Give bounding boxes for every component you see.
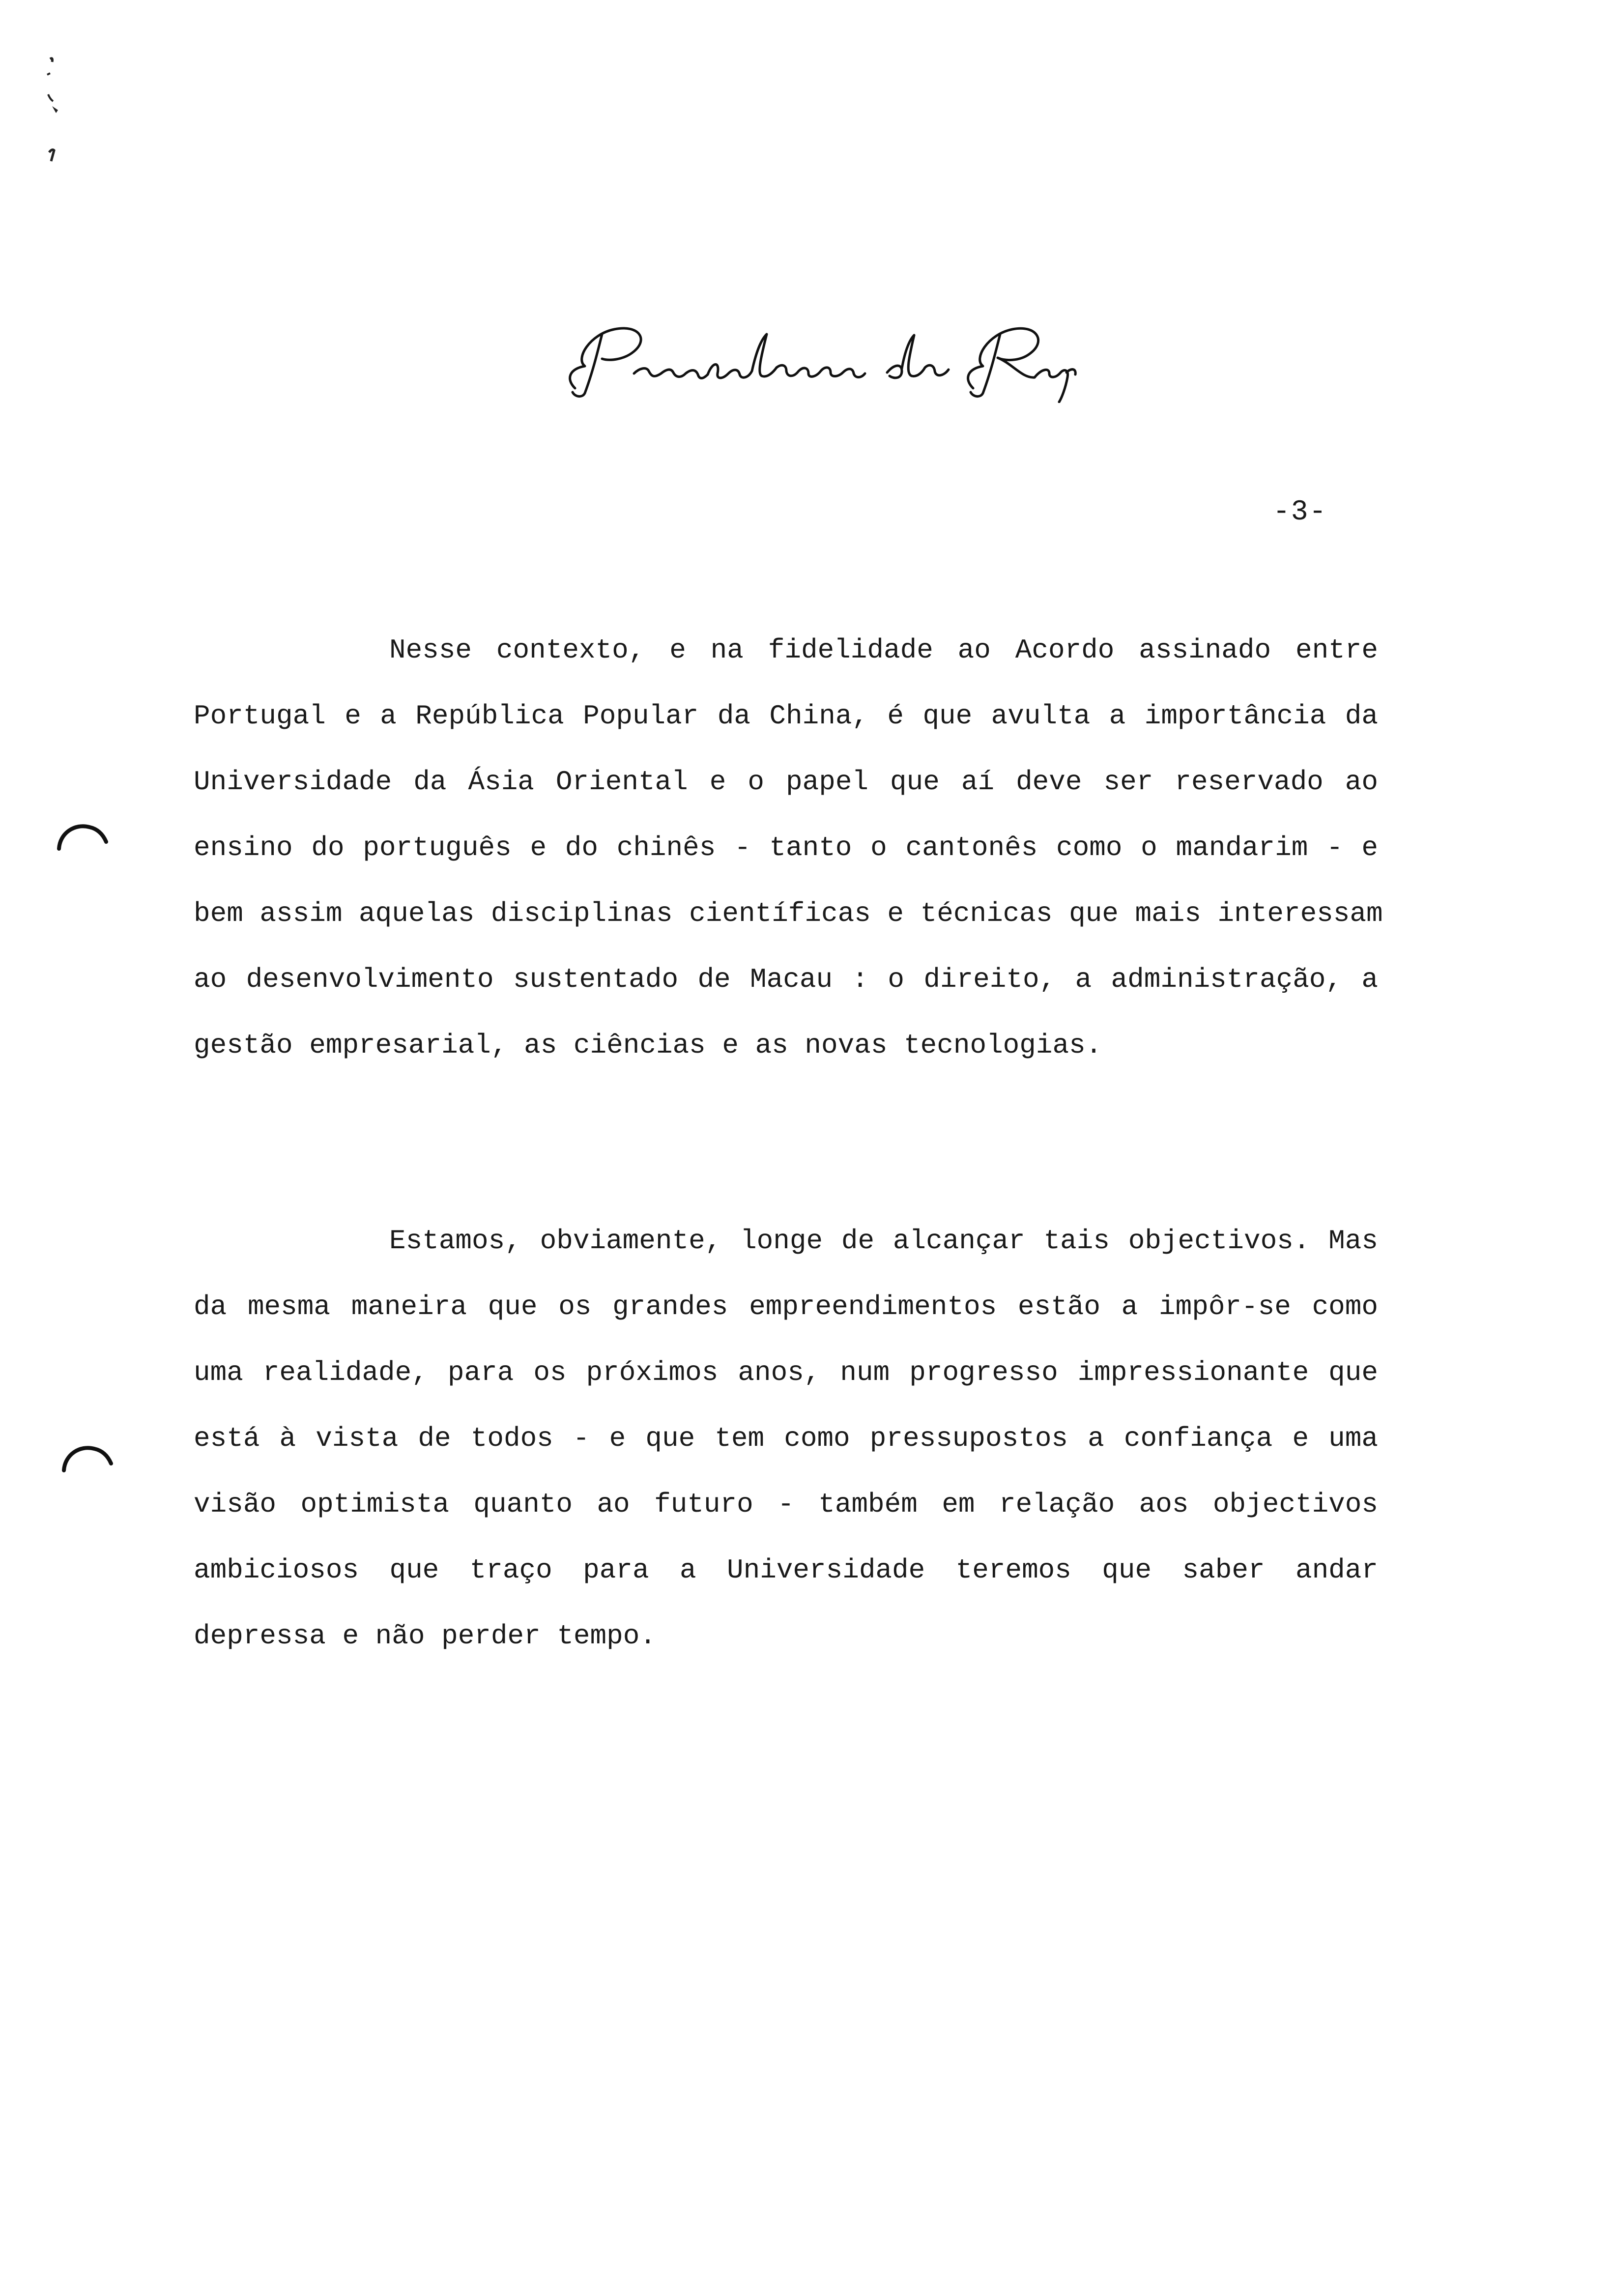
text-line: ensino do português e do chinês - tanto o cantonês como o mandarim - e	[194, 832, 1378, 863]
text-line: Estamos, obviamente, longe de alcançar tais objectivos. Mas	[389, 1225, 1378, 1257]
text-line: ambiciosos que traço para a Universidade teremos que saber andar	[194, 1554, 1378, 1586]
text-line: ao desenvolvimento sustentado de Macau : o direito, a administração, a	[194, 964, 1378, 995]
text-line: bem assim aquelas disciplinas científicas e técnicas que mais interessam	[194, 898, 1383, 929]
paragraph-objectives	[194, 1208, 1378, 1669]
text-line: da mesma maneira que os grandes empreendimentos estão a impôr-se como	[194, 1291, 1378, 1322]
text-line: Portugal e a República Popular da China, é que avulta a importância da	[194, 700, 1378, 732]
margin-bracket-mark	[60, 1440, 114, 1474]
text-line: Nesse contexto, e na fidelidade ao Acordo assinado entre	[389, 634, 1378, 666]
page-number: -3-	[1273, 496, 1327, 528]
paragraph-context	[194, 617, 1383, 1078]
margin-bracket-mark	[55, 818, 109, 853]
text-line: visão optimista quanto ao futuro - também em relação aos objectivos	[194, 1489, 1378, 1520]
margin-ink-marks	[39, 49, 69, 177]
text-line: depressa e não perder tempo.	[194, 1620, 656, 1652]
text-line: Universidade da Ásia Oriental e o papel que aí deve ser reservado ao	[194, 766, 1378, 798]
letterhead-signature	[555, 315, 1086, 403]
text-line: gestão empresarial, as ciências e as novas tecnologias.	[194, 1030, 1102, 1061]
text-line: está à vista de todos - e que tem como pressupostos a confiança e uma	[194, 1423, 1378, 1454]
text-line: uma realidade, para os próximos anos, num progresso impressionante que	[194, 1357, 1378, 1388]
